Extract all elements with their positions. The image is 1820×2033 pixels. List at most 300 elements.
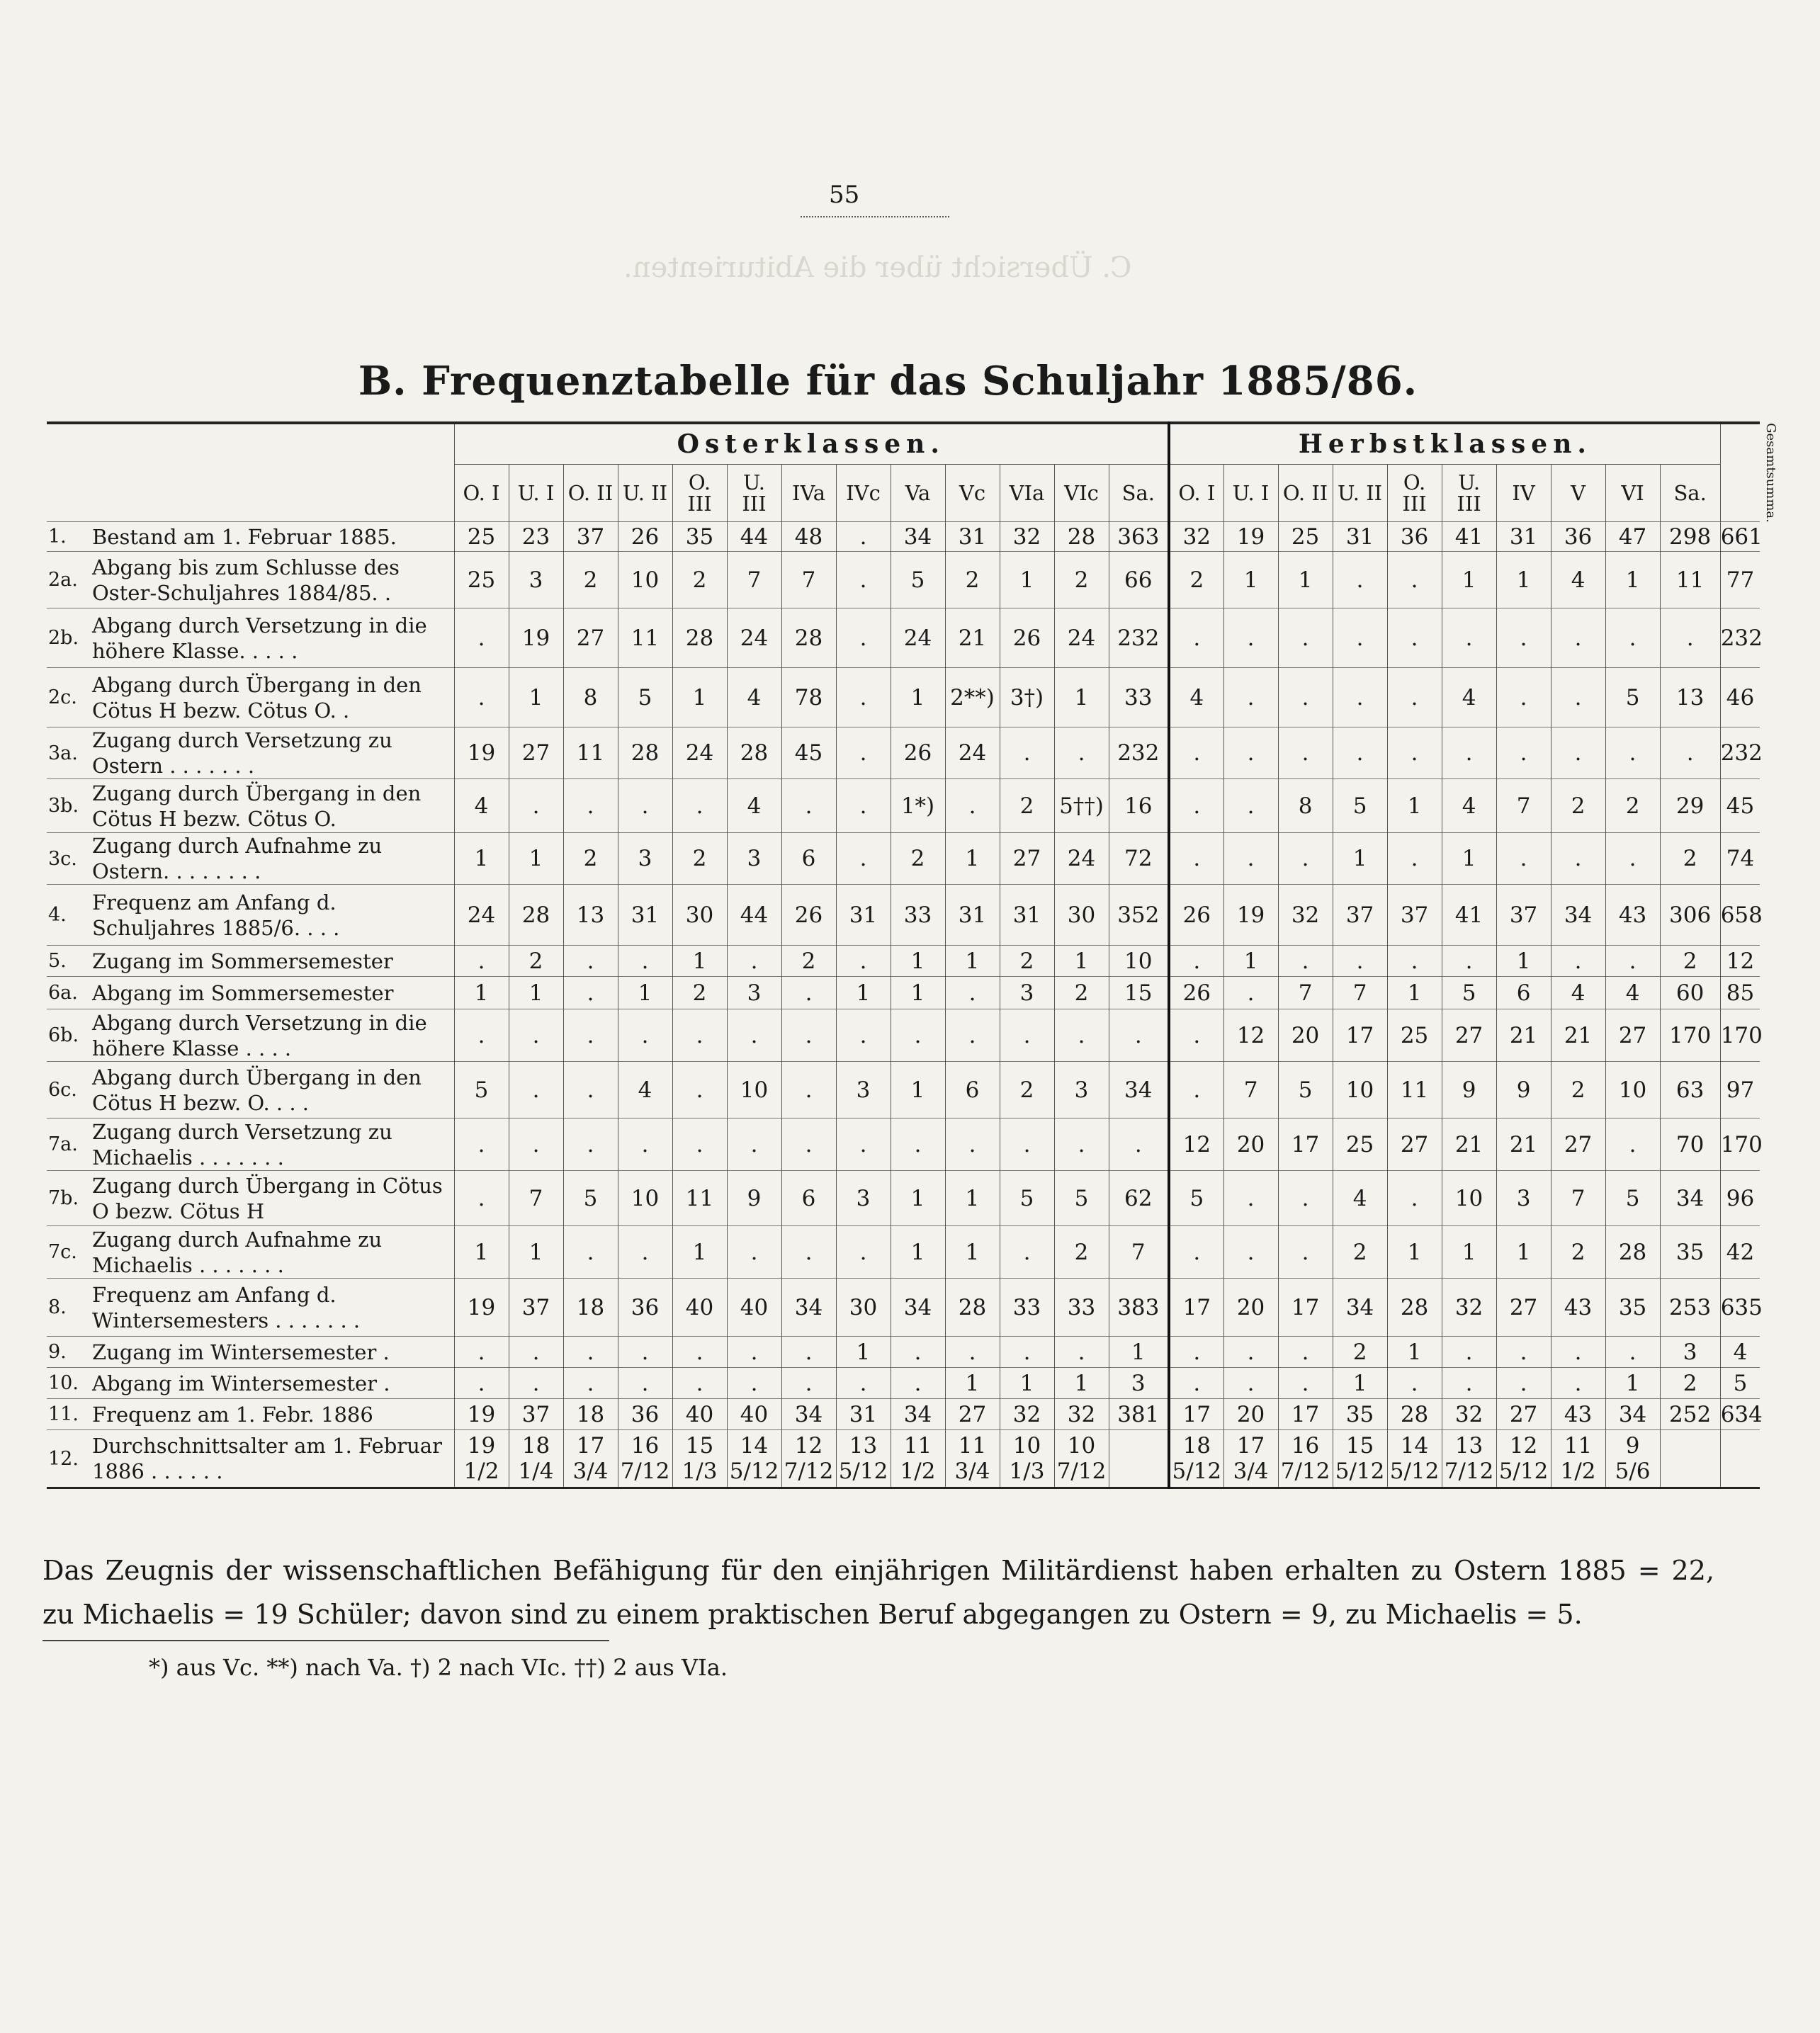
ostern-column-header: IVa [781, 465, 836, 522]
ostern-cell: 32 [1000, 522, 1054, 552]
total-cell: 232 [1720, 608, 1760, 668]
ostern-cell: 2 [672, 833, 727, 885]
ostern-cell: 2**) [945, 668, 1000, 727]
ostern-cell: 28 [727, 727, 781, 779]
herbst-cell: 1 [1223, 946, 1278, 977]
ostern-cell: 1 [1054, 946, 1109, 977]
row-label: Zugang durch Übergang in den Cötus H bezw. Cötus O. [89, 779, 454, 833]
total-cell: 658 [1720, 885, 1760, 946]
herbst-cell: . [1169, 946, 1223, 977]
herbst-cell: . [1387, 552, 1442, 608]
table-row [47, 779, 1760, 833]
ostern-column-header: O. I [454, 465, 509, 522]
ostern-cell: . [891, 1009, 945, 1062]
ostern-cell: . [509, 1009, 563, 1062]
herbst-cell: 170 [1660, 1009, 1720, 1062]
ostern-column-header: IVc [836, 465, 891, 522]
herbst-cell: 17 3/4 [1223, 1430, 1278, 1488]
herbst-cell: 9 [1496, 1062, 1551, 1119]
row-label: Abgang durch Übergang in den Cötus H bezw. O. . . . [89, 1062, 454, 1119]
herbst-cell: 4 [1605, 977, 1660, 1009]
table-row [47, 552, 1760, 608]
ostern-cell: 6 [781, 833, 836, 885]
herbst-cell: 17 [1169, 1399, 1223, 1430]
ostern-cell: 2 [891, 833, 945, 885]
ostern-cell: 1 [891, 668, 945, 727]
herbst-cell: 25 [1387, 1009, 1442, 1062]
ostern-cell: 1 [836, 1337, 891, 1368]
ostern-cell: . [781, 1226, 836, 1279]
ostern-cell: 31 [1000, 885, 1054, 946]
herbst-cell: . [1387, 1368, 1442, 1399]
ostern-cell: 1 [945, 1368, 1000, 1399]
footnotes: *) aus Vc. **) nach Va. †) 2 nach VIc. ††) 2 aus VIa. [149, 1654, 728, 1681]
ostern-cell: 48 [781, 522, 836, 552]
ostern-cell: 32 [1054, 1399, 1109, 1430]
row-label: Zugang durch Versetzung zu Ostern . . . . . . . [89, 727, 454, 779]
label-header [47, 423, 454, 522]
ostern-cell: 16 [1109, 779, 1169, 833]
ostern-cell: . [836, 608, 891, 668]
ostern-cell: 2 [1000, 779, 1054, 833]
herbst-cell: 47 [1605, 522, 1660, 552]
herbst-cell: 36 [1551, 522, 1605, 552]
total-cell: 635 [1720, 1279, 1760, 1337]
row-label: Zugang im Wintersemester . [89, 1337, 454, 1368]
ostern-cell: . [727, 1368, 781, 1399]
row-number: 6c. [47, 1062, 89, 1119]
ostern-cell: 11 1/2 [891, 1430, 945, 1488]
herbst-cell: . [1605, 1337, 1660, 1368]
ostern-cell: . [836, 1119, 891, 1171]
herbst-cell: 60 [1660, 977, 1720, 1009]
ostern-cell: 12 7/12 [781, 1430, 836, 1488]
row-number: 11. [47, 1399, 89, 1430]
ostern-cell: 3†) [1000, 668, 1054, 727]
row-number: 2c. [47, 668, 89, 727]
row-number: 3a. [47, 727, 89, 779]
herbst-cell: 1 [1223, 552, 1278, 608]
ostern-cell: . [563, 1062, 618, 1119]
table-row [47, 833, 1760, 885]
herbst-cell: 21 [1496, 1009, 1551, 1062]
ostern-cell: . [618, 1226, 672, 1279]
herbst-cell: . [1551, 1368, 1605, 1399]
herbst-cell: 18 5/12 [1169, 1430, 1223, 1488]
ostern-cell: 3 [1000, 977, 1054, 1009]
row-label: Abgang durch Versetzung in die höhere Klasse. . . . . [89, 608, 454, 668]
herbst-cell: . [1442, 727, 1496, 779]
herbst-cell: 9 [1442, 1062, 1496, 1119]
ostern-cell: 1 [836, 977, 891, 1009]
ostern-cell: . [781, 977, 836, 1009]
row-number: 3b. [47, 779, 89, 833]
herbst-cell: 25 [1278, 522, 1333, 552]
herbst-cell: 27 [1387, 1119, 1442, 1171]
ostern-cell: . [454, 946, 509, 977]
ostern-cell: . [618, 1337, 672, 1368]
herbst-cell: . [1551, 668, 1605, 727]
ostern-cell: . [836, 668, 891, 727]
ostern-column-header: Va [891, 465, 945, 522]
ostern-cell: 1 [672, 946, 727, 977]
ostern-cell: 36 [618, 1399, 672, 1430]
herbst-cell: . [1605, 727, 1660, 779]
ostern-cell: 1 [1000, 552, 1054, 608]
herbst-cell: 13 [1660, 668, 1720, 727]
herbst-cell: 298 [1660, 522, 1720, 552]
herbst-cell: 1 [1605, 552, 1660, 608]
herbst-cell: 31 [1496, 522, 1551, 552]
ostern-cell: 28 [672, 608, 727, 668]
ostern-cell: 19 [454, 1399, 509, 1430]
table-row [47, 1171, 1760, 1226]
total-cell: 74 [1720, 833, 1760, 885]
ostern-cell: 40 [727, 1279, 781, 1337]
table-row [47, 1430, 1760, 1488]
herbst-cell: 4 [1551, 977, 1605, 1009]
row-number: 5. [47, 946, 89, 977]
ostern-cell: . [1054, 1119, 1109, 1171]
herbst-cell: 4 [1333, 1171, 1387, 1226]
herbst-cell: 20 [1223, 1399, 1278, 1430]
ostern-cell: 1 [1109, 1337, 1169, 1368]
herbst-cell: . [1660, 608, 1720, 668]
row-number: 2a. [47, 552, 89, 608]
herbst-group-header: Herbstklassen. [1169, 423, 1720, 465]
ostern-cell: . [1054, 727, 1109, 779]
ostern-cell: . [727, 1119, 781, 1171]
ostern-cell: 1 [509, 668, 563, 727]
ostern-cell: 7 [1109, 1226, 1169, 1279]
herbst-cell: . [1605, 608, 1660, 668]
ostern-cell: 28 [1054, 522, 1109, 552]
herbst-cell: . [1169, 727, 1223, 779]
herbst-cell: 1 [1605, 1368, 1660, 1399]
ostern-column-header: U. I [509, 465, 563, 522]
herbst-column-header: V [1551, 465, 1605, 522]
ostern-cell: 232 [1109, 727, 1169, 779]
herbst-cell: . [1223, 727, 1278, 779]
ostern-cell: . [618, 946, 672, 977]
ostern-cell: 18 [563, 1279, 618, 1337]
ostern-cell: 34 [1109, 1062, 1169, 1119]
ostern-cell: 2 [1054, 1226, 1109, 1279]
ostern-cell: . [1000, 1119, 1054, 1171]
herbst-cell: . [1278, 1226, 1333, 1279]
ostern-column-header: U. II [618, 465, 672, 522]
herbst-cell: 2 [1551, 1062, 1605, 1119]
ostern-cell: 24 [454, 885, 509, 946]
ostern-cell: . [509, 1062, 563, 1119]
ostern-cell: 31 [836, 1399, 891, 1430]
table-row [47, 1062, 1760, 1119]
ostern-cell: . [945, 1009, 1000, 1062]
herbst-cell: 253 [1660, 1279, 1720, 1337]
ostern-cell: 23 [509, 522, 563, 552]
ostern-cell: . [563, 1337, 618, 1368]
ostern-cell: 28 [618, 727, 672, 779]
ostern-cell: 3 [836, 1062, 891, 1119]
herbst-cell: . [1278, 946, 1333, 977]
ostern-cell: 24 [672, 727, 727, 779]
herbst-cell: 3 [1660, 1337, 1720, 1368]
total-cell: 77 [1720, 552, 1760, 608]
table-body [47, 522, 1763, 1488]
ostern-cell: 2 [563, 833, 618, 885]
ostern-cell: . [563, 977, 618, 1009]
ostern-cell: . [672, 1337, 727, 1368]
total-cell: 85 [1720, 977, 1760, 1009]
ostern-cell: 15 [1109, 977, 1169, 1009]
ostern-cell: 14 5/12 [727, 1430, 781, 1488]
herbst-cell: 2 [1333, 1337, 1387, 1368]
herbst-cell: 7 [1551, 1171, 1605, 1226]
herbst-cell: 29 [1660, 779, 1720, 833]
herbst-cell: 41 [1442, 522, 1496, 552]
herbst-cell: . [1387, 608, 1442, 668]
herbst-cell: 12 [1169, 1119, 1223, 1171]
herbst-column-header: U. I [1223, 465, 1278, 522]
herbst-cell: 17 [1169, 1279, 1223, 1337]
herbst-cell: 2 [1169, 552, 1223, 608]
ostern-cell: . [1109, 1009, 1169, 1062]
ostern-cell: 3 [836, 1171, 891, 1226]
ostern-cell: . [509, 1337, 563, 1368]
ostern-cell: 6 [781, 1171, 836, 1226]
ostern-cell: 4 [727, 779, 781, 833]
herbst-cell: 27 [1496, 1279, 1551, 1337]
herbst-column-header: O. III [1387, 465, 1442, 522]
total-cell: 46 [1720, 668, 1760, 727]
ostern-cell: 1 [1054, 1368, 1109, 1399]
table-row [47, 1399, 1760, 1430]
herbst-cell: . [1223, 608, 1278, 668]
ostern-cell: 37 [509, 1279, 563, 1337]
total-cell [1720, 1430, 1760, 1488]
ostern-cell: 5 [1000, 1171, 1054, 1226]
table-row [47, 1009, 1760, 1062]
row-label: Abgang durch Übergang in den Cötus H bezw. Cötus O. . [89, 668, 454, 727]
total-cell: 232 [1720, 727, 1760, 779]
ostern-cell: 2 [1054, 977, 1109, 1009]
ostern-cell: 24 [1054, 608, 1109, 668]
herbst-cell: . [1169, 833, 1223, 885]
row-label: Durchschnittsalter am 1. Februar 1886 . . . . . . [89, 1430, 454, 1488]
herbst-cell: 26 [1169, 977, 1223, 1009]
ostern-cell: 37 [563, 522, 618, 552]
herbst-cell: . [1442, 1337, 1496, 1368]
herbst-cell: . [1551, 946, 1605, 977]
herbst-cell: . [1551, 608, 1605, 668]
ostern-cell: . [672, 1368, 727, 1399]
herbst-cell: 28 [1387, 1279, 1442, 1337]
ostern-cell: 24 [1054, 833, 1109, 885]
total-cell: 5 [1720, 1368, 1760, 1399]
row-number: 10. [47, 1368, 89, 1399]
ostern-cell: 3 [1109, 1368, 1169, 1399]
herbst-cell: 1 [1496, 552, 1551, 608]
herbst-cell: 4 [1169, 668, 1223, 727]
herbst-cell: . [1387, 946, 1442, 977]
herbst-cell: . [1169, 608, 1223, 668]
herbst-cell: . [1278, 727, 1333, 779]
ostern-cell: 5 [563, 1171, 618, 1226]
ostern-cell: . [781, 1368, 836, 1399]
herbst-cell: . [1333, 668, 1387, 727]
page-number: 55 [829, 181, 860, 209]
ostern-cell: . [781, 1119, 836, 1171]
ostern-cell: 1 [945, 833, 1000, 885]
ostern-cell: . [836, 833, 891, 885]
ostern-cell: 2 [672, 552, 727, 608]
herbst-cell: 34 [1605, 1399, 1660, 1430]
herbst-cell: . [1169, 1226, 1223, 1279]
herbst-cell: . [1442, 1368, 1496, 1399]
ostern-cell: . [891, 1368, 945, 1399]
ostern-cell: 9 [727, 1171, 781, 1226]
ostern-cell: 1 [672, 1226, 727, 1279]
herbst-cell: . [1223, 668, 1278, 727]
ostern-column-header: O. II [563, 465, 618, 522]
herbst-cell: 17 [1278, 1119, 1333, 1171]
ostern-cell: 2 [945, 552, 1000, 608]
table-row [47, 727, 1760, 779]
ostern-cell: 4 [727, 668, 781, 727]
herbst-cell: 43 [1551, 1279, 1605, 1337]
ostern-cell: 1 [891, 977, 945, 1009]
ostern-cell: . [945, 1337, 1000, 1368]
ostern-cell: . [454, 1337, 509, 1368]
ostern-column-header: O. III [672, 465, 727, 522]
herbst-cell: 306 [1660, 885, 1720, 946]
ostern-cell: 10 [727, 1062, 781, 1119]
ostern-cell: 1 [945, 1226, 1000, 1279]
ostern-cell: 7 [727, 552, 781, 608]
ostern-cell: . [672, 1119, 727, 1171]
total-cell: 42 [1720, 1226, 1760, 1279]
herbst-cell: 34 [1660, 1171, 1720, 1226]
herbst-cell: 10 [1442, 1171, 1496, 1226]
herbst-cell: . [1442, 946, 1496, 977]
ostern-cell: . [1054, 1009, 1109, 1062]
herbst-cell: 32 [1442, 1279, 1496, 1337]
herbst-column-header: O. II [1278, 465, 1333, 522]
ostern-cell: . [781, 779, 836, 833]
ostern-cell: . [454, 1009, 509, 1062]
herbst-cell: 70 [1660, 1119, 1720, 1171]
ostern-cell: 1 [454, 977, 509, 1009]
total-cell: 170 [1720, 1119, 1760, 1171]
ostern-cell: 1 [509, 1226, 563, 1279]
table-row [47, 1279, 1760, 1337]
ostern-cell: 18 1/4 [509, 1430, 563, 1488]
herbst-cell: 9 5/6 [1605, 1430, 1660, 1488]
ostern-cell: 31 [836, 885, 891, 946]
total-cell: 661 [1720, 522, 1760, 552]
ostern-cell: 36 [618, 1279, 672, 1337]
herbst-cell: 17 [1333, 1009, 1387, 1062]
ostern-cell: 19 [509, 608, 563, 668]
herbst-cell: 1 [1442, 1226, 1496, 1279]
ostern-cell: . [454, 1368, 509, 1399]
herbst-cell: . [1223, 1171, 1278, 1226]
ostern-cell: 37 [509, 1399, 563, 1430]
herbst-cell: 35 [1660, 1226, 1720, 1279]
ostern-cell: . [727, 946, 781, 977]
total-cell: 170 [1720, 1009, 1760, 1062]
ostern-cell: 32 [1000, 1399, 1054, 1430]
herbst-cell: 5 [1278, 1062, 1333, 1119]
herbst-cell: . [1496, 727, 1551, 779]
row-number: 2b. [47, 608, 89, 668]
ostern-cell: 2 [1000, 1062, 1054, 1119]
herbst-cell: 12 [1223, 1009, 1278, 1062]
herbst-cell: 1 [1278, 552, 1333, 608]
ostern-cell: 232 [1109, 608, 1169, 668]
herbst-cell: . [1605, 1119, 1660, 1171]
frequency-table [47, 421, 1778, 1489]
ostern-cell: 27 [563, 608, 618, 668]
ostern-cell: 45 [781, 727, 836, 779]
row-label: Zugang durch Versetzung zu Michaelis . . . . . . . [89, 1119, 454, 1171]
row-label: Zugang im Sommersemester [89, 946, 454, 977]
herbst-cell: . [1551, 727, 1605, 779]
row-label: Zugang durch Übergang in Cötus O bezw. Cötus H [89, 1171, 454, 1226]
herbst-cell: 5 [1333, 779, 1387, 833]
herbst-cell: 7 [1333, 977, 1387, 1009]
row-label: Abgang im Wintersemester . [89, 1368, 454, 1399]
herbst-cell: 27 [1442, 1009, 1496, 1062]
ostern-cell: 27 [509, 727, 563, 779]
ostern-cell: . [891, 1119, 945, 1171]
ostern-cell: 34 [891, 522, 945, 552]
row-label: Frequenz am 1. Febr. 1886 [89, 1399, 454, 1430]
ostern-cell: 34 [781, 1279, 836, 1337]
row-number: 9. [47, 1337, 89, 1368]
herbst-cell: . [1278, 1368, 1333, 1399]
ostern-cell: 7 [781, 552, 836, 608]
row-number: 12. [47, 1430, 89, 1488]
herbst-cell: 5 [1605, 1171, 1660, 1226]
herbst-cell: 25 [1333, 1119, 1387, 1171]
table-row [47, 946, 1760, 977]
ostern-cell: 5††) [1054, 779, 1109, 833]
herbst-cell: 252 [1660, 1399, 1720, 1430]
ostern-cell: 24 [727, 608, 781, 668]
herbst-cell: 1 [1387, 977, 1442, 1009]
herbst-cell: 1 [1387, 1337, 1442, 1368]
ostern-cell: 31 [945, 885, 1000, 946]
ostern-cell: 1 [454, 833, 509, 885]
ostern-cell: 5 [454, 1062, 509, 1119]
row-number: 4. [47, 885, 89, 946]
ostern-cell: . [781, 1337, 836, 1368]
ostern-group-header: Osterklassen. [454, 423, 1169, 465]
herbst-cell: 13 7/12 [1442, 1430, 1496, 1488]
ostern-cell: 26 [891, 727, 945, 779]
herbst-cell: 1 [1442, 552, 1496, 608]
row-label: Zugang durch Aufnahme zu Ostern. . . . . . . . [89, 833, 454, 885]
row-number: 6b. [47, 1009, 89, 1062]
herbst-cell: 32 [1442, 1399, 1496, 1430]
ostern-cell: 31 [618, 885, 672, 946]
ostern-column-header: VIa [1000, 465, 1054, 522]
ostern-cell: 19 1/2 [454, 1430, 509, 1488]
statement-line-2: zu Michaelis = 19 Schüler; davon sind zu einem praktischen Beruf abgegangen zu Ostern = 9, zu Michaelis = 5. [43, 1599, 1583, 1630]
herbst-cell: . [1278, 668, 1333, 727]
row-label: Frequenz am Anfang d. Wintersemesters . . . . . . . [89, 1279, 454, 1337]
